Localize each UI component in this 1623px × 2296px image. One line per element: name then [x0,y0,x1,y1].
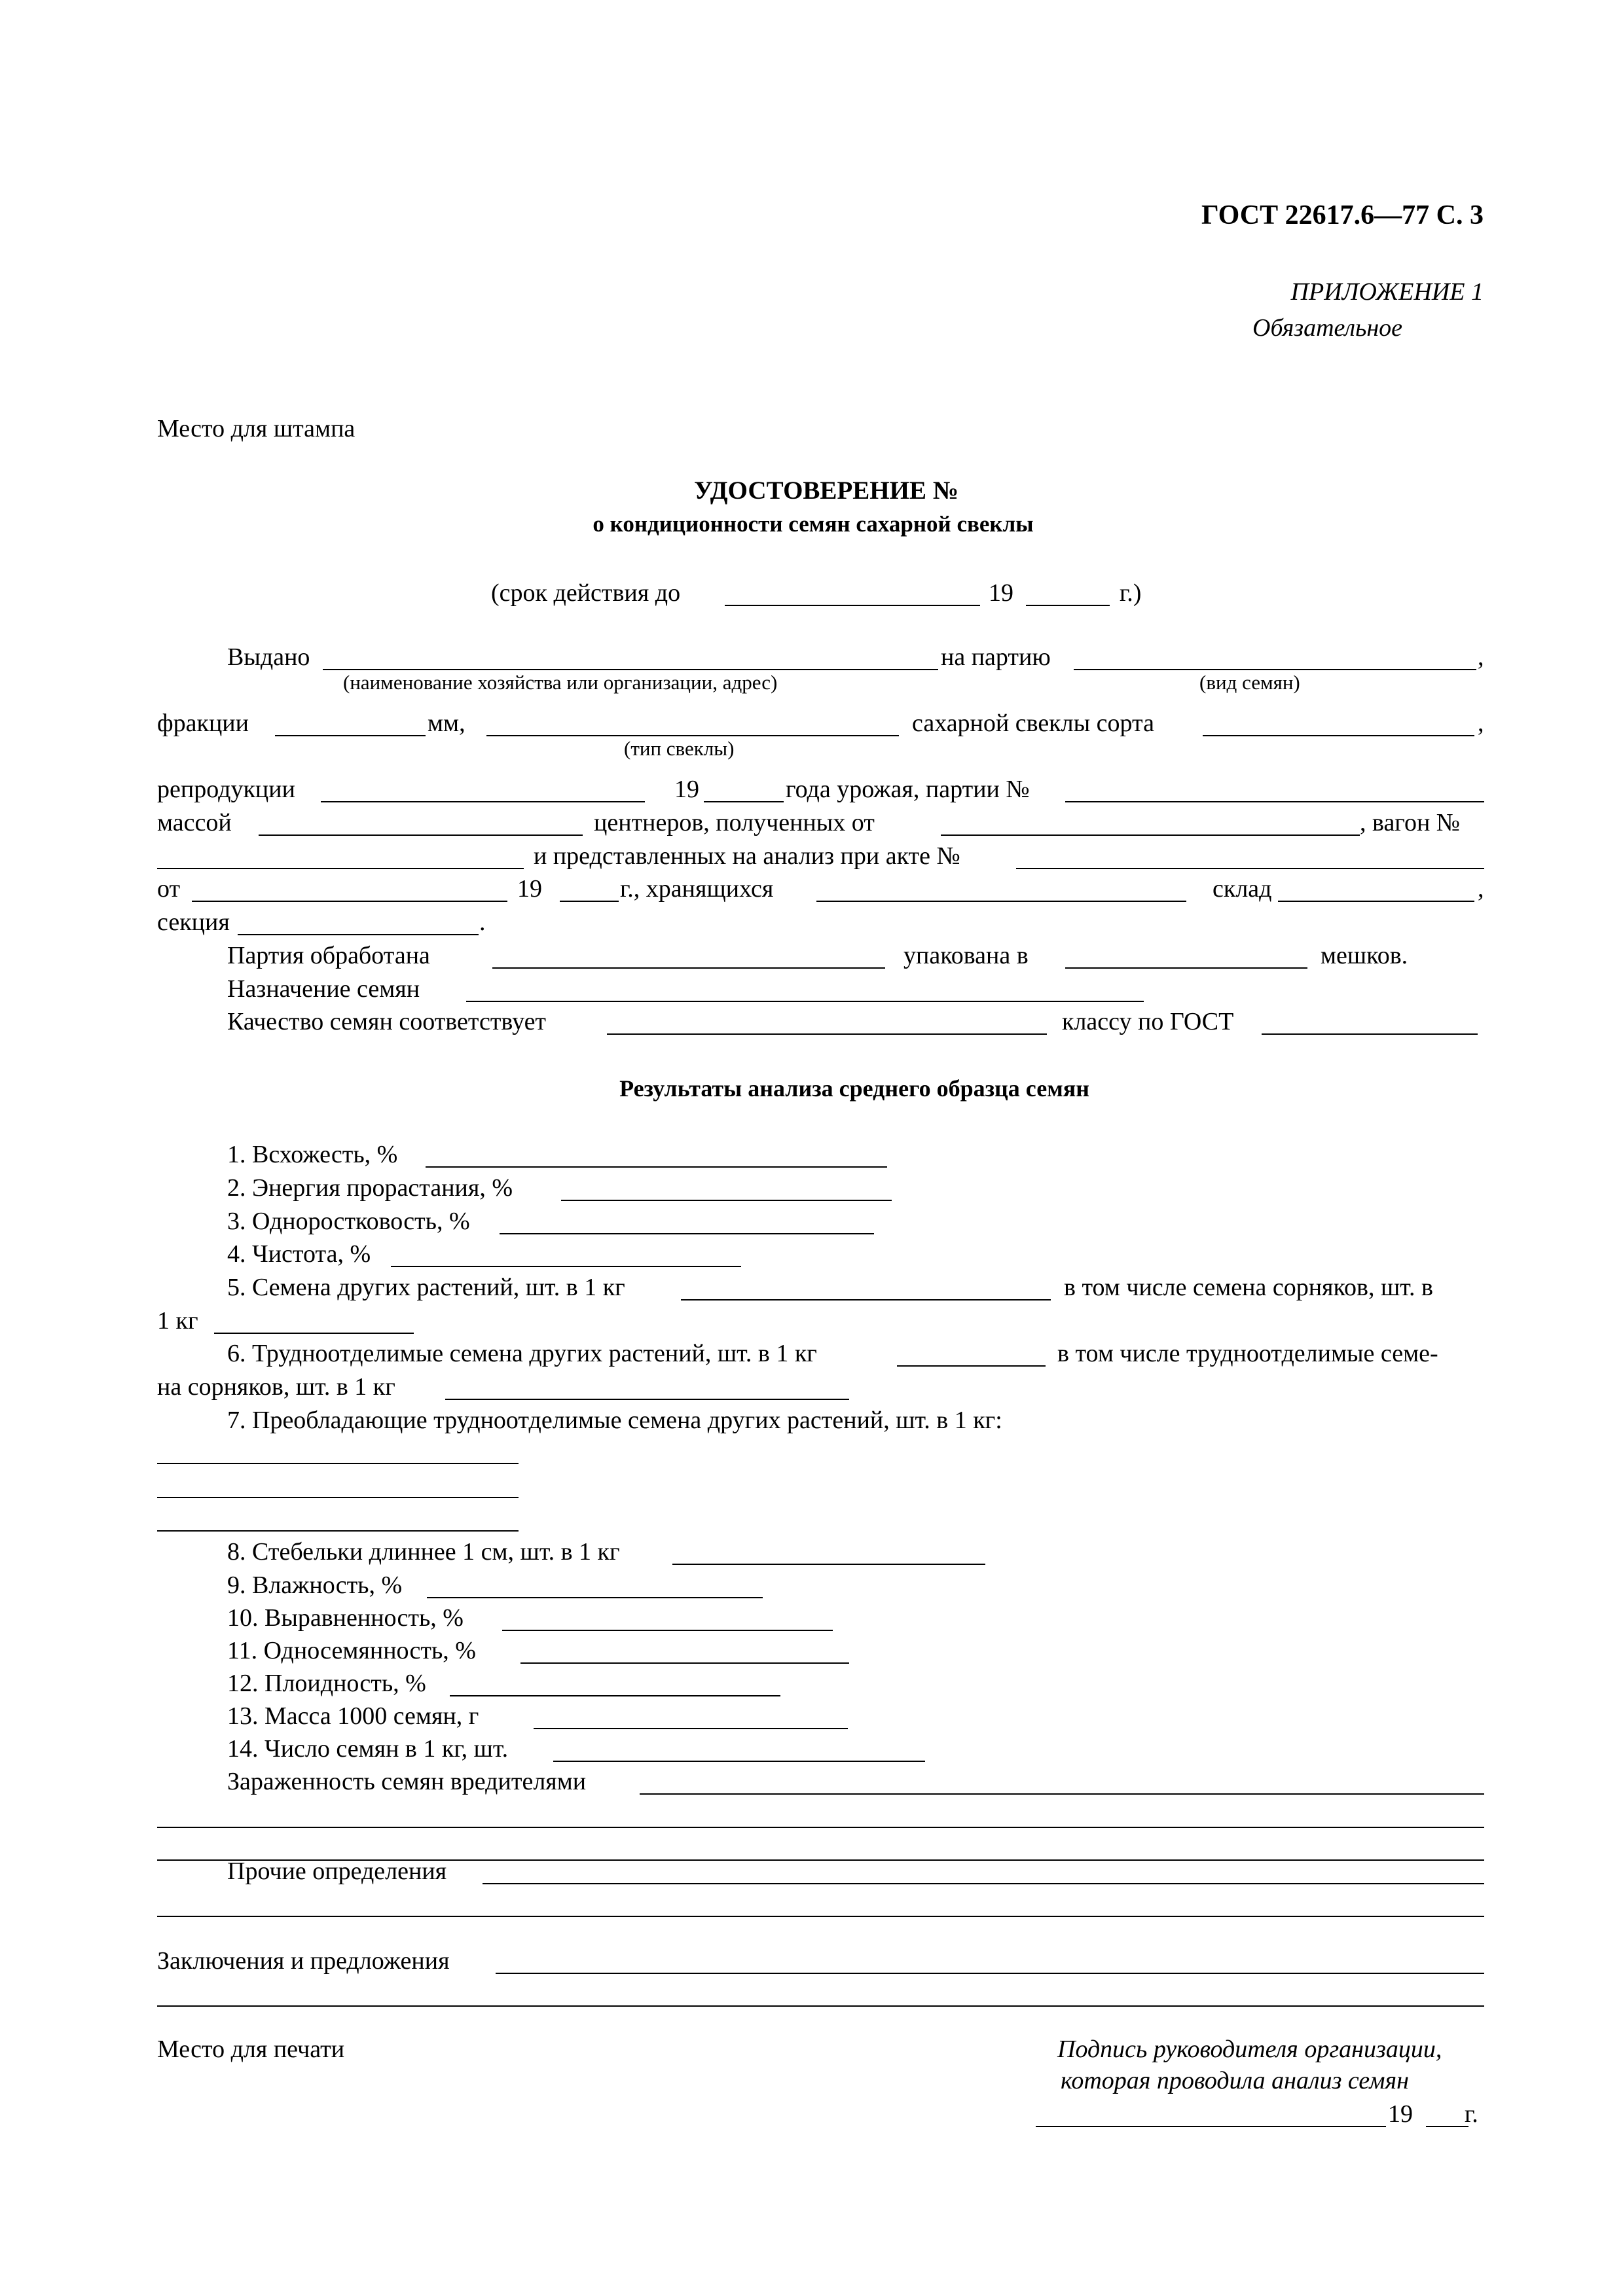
from-label: от [157,875,181,903]
weed-seeds-label-b: 1 кг [157,1307,198,1335]
monogerm-field[interactable] [520,1662,849,1664]
purity-label: 4. Чистота, % [227,1240,371,1268]
signature-field[interactable] [1036,2126,1386,2127]
submitted-label: и представленных на анализ при акте № [534,842,960,870]
conclusions-field[interactable] [496,1973,1484,1974]
moisture-label: 9. Влажность, % [227,1571,403,1599]
ploidy-label: 12. Плоидность, % [227,1670,426,1697]
beet-type-hint: (тип свеклы) [624,737,735,760]
comma: , [1478,643,1484,671]
received-from-label: центнеров, полученных от [594,809,875,836]
validity-prefix: (срок действия до [491,579,681,607]
monogerm-label: 11. Односемянность, % [227,1637,476,1664]
ploidy-field[interactable] [450,1695,780,1696]
section-label: секция [157,908,230,936]
warehouse-label: склад [1213,875,1272,903]
issued-to-field[interactable] [323,669,938,670]
single-sprout-label: 3. Одноростковость, % [227,1208,470,1235]
germination-label: 1. Всхожесть, % [227,1141,398,1168]
seed-type-field[interactable] [1074,669,1476,670]
other-seeds-label: 5. Семена других растений, шт. в 1 кг [227,1274,625,1301]
appendix-status: Обязательное [1252,314,1403,342]
quality-label: Качество семян соответствует [227,1008,547,1035]
storage-place-field[interactable] [816,901,1186,902]
other-determinations-field-line-2[interactable] [157,1916,1484,1917]
hard-weed-seeds-field[interactable] [445,1399,849,1400]
hard-seeds-label: 6. Трудноотделимые семена других растений, шт. в 1 кг [227,1340,817,1367]
germination-energy-label: 2. Энергия прорастания, % [227,1174,513,1202]
prevailing-seeds-label: 7. Преобладающие трудноотделимые семена других растений, шт. в 1 кг: [227,1407,1002,1434]
other-determinations-label: Прочие определения [227,1857,447,1885]
seal-place-label: Место для печати [157,2036,345,2063]
beet-type-field[interactable] [486,735,899,736]
prevailing-seeds-field-1[interactable] [157,1463,519,1464]
germination-field[interactable] [426,1166,887,1168]
pests-field[interactable] [640,1793,1484,1795]
reproduction-label: репродукции [157,776,295,803]
stored-label: г., хранящихся [620,875,774,903]
mass-label: массой [157,809,232,836]
validity-suffix: г.) [1120,579,1142,607]
harvest-year-prefix: 19 [674,776,699,803]
signature-year-suffix: г. [1465,2100,1478,2128]
document-title: УДОСТОВЕРЕНИЕ № [694,476,958,505]
purpose-field[interactable] [466,1001,1144,1002]
stems-label: 8. Стебельки длиннее 1 см, шт. в 1 кг [227,1538,620,1566]
variety-field[interactable] [1203,735,1474,736]
hard-weed-seeds-label-a: в том числе трудноотделимые семе- [1057,1340,1438,1367]
appendix-label: ПРИЛОЖЕНИЕ 1 [1290,278,1484,306]
harvest-year-field[interactable] [704,801,784,802]
pests-label: Зараженность семян вредителями [227,1768,587,1795]
weed-seeds-label-a: в том числе семена сорняков, шт. в [1064,1274,1433,1301]
validity-date-field[interactable] [725,605,980,606]
pests-field-line-2[interactable] [157,1827,1484,1828]
seeds-per-kg-label: 14. Число семян в 1 кг, шт. [227,1735,509,1763]
signature-caption-line-2: которая проводила анализ семян [1061,2067,1409,2094]
signature-year-field[interactable] [1426,2126,1468,2127]
validity-year-field[interactable] [1026,605,1110,606]
mass-field[interactable] [259,834,583,836]
warehouse-field[interactable] [1278,901,1474,902]
document-subtitle: о кондиционности семян сахарной свеклы [593,511,1034,537]
harvest-lot-label: года урожая, партии № [786,776,1030,803]
stems-field[interactable] [672,1564,985,1565]
gost-reference: ГОСТ 22617.6—77 С. 3 [1201,200,1484,230]
mm-label: мм, [428,709,465,737]
seed-type-hint: (вид семян) [1199,671,1300,694]
comma: , [1478,875,1484,903]
lot-number-field[interactable] [1065,801,1484,802]
from-date-field[interactable] [192,901,507,902]
conclusions-label: Заключения и предложения [157,1947,450,1975]
for-lot-label: на партию [941,643,1051,671]
hard-weed-seeds-label-b: на сорняков, шт. в 1 кг [157,1373,395,1401]
hard-seeds-field[interactable] [897,1365,1046,1367]
received-from-field[interactable] [941,834,1360,836]
evenness-label: 10. Выравненность, % [227,1604,464,1632]
lot-treated-label: Партия обработана [227,942,430,969]
signature-caption-line-1: Подпись руководителя организации, [1057,2036,1442,2063]
moisture-field[interactable] [427,1597,763,1598]
quality-class-field[interactable] [607,1033,1047,1035]
purity-field[interactable] [391,1266,741,1267]
bags-count-field[interactable] [1065,967,1307,969]
issued-label: Выдано [227,643,310,671]
from-year-field[interactable] [560,901,619,902]
weed-seeds-field[interactable] [214,1333,414,1334]
validity-year-prefix: 19 [989,579,1013,607]
conclusions-field-line-2[interactable] [157,2005,1484,2007]
fraction-field[interactable] [275,735,426,736]
results-heading: Результаты анализа среднего образца семян [619,1075,1089,1102]
wagon-label: , вагон № [1360,809,1461,836]
period: . [479,908,486,936]
reproduction-field[interactable] [321,801,645,802]
single-sprout-field[interactable] [500,1233,874,1234]
evenness-field[interactable] [502,1630,833,1631]
treatment-field[interactable] [492,967,885,969]
signature-year-prefix: 19 [1388,2100,1413,2128]
bags-label: мешков. [1321,942,1408,969]
germination-energy-field[interactable] [561,1200,892,1201]
class-gost-label: классу по ГОСТ [1062,1008,1234,1035]
wagon-number-field[interactable] [157,868,524,869]
issued-hint: (наименование хозяйства или организации, адрес) [343,671,778,694]
comma: , [1478,709,1484,737]
other-determinations-field[interactable] [483,1883,1484,1884]
thousand-seed-mass-field[interactable] [534,1728,848,1729]
section-field[interactable] [238,934,479,935]
gost-number-field[interactable] [1262,1033,1478,1035]
act-number-field[interactable] [1016,868,1484,869]
other-seeds-field[interactable] [681,1299,1051,1300]
packed-in-label: упакована в [903,942,1029,969]
sugar-beet-variety-label: сахарной свеклы сорта [912,709,1154,737]
purpose-label: Назначение семян [227,975,420,1003]
fraction-label: фракции [157,709,249,737]
prevailing-seeds-field-3[interactable] [157,1530,519,1532]
stamp-place-label: Место для штампа [157,415,356,442]
thousand-seed-mass-label: 13. Масса 1000 семян, г [227,1702,479,1730]
seeds-per-kg-field[interactable] [553,1761,925,1762]
from-year-prefix: 19 [517,875,542,903]
prevailing-seeds-field-2[interactable] [157,1497,519,1498]
